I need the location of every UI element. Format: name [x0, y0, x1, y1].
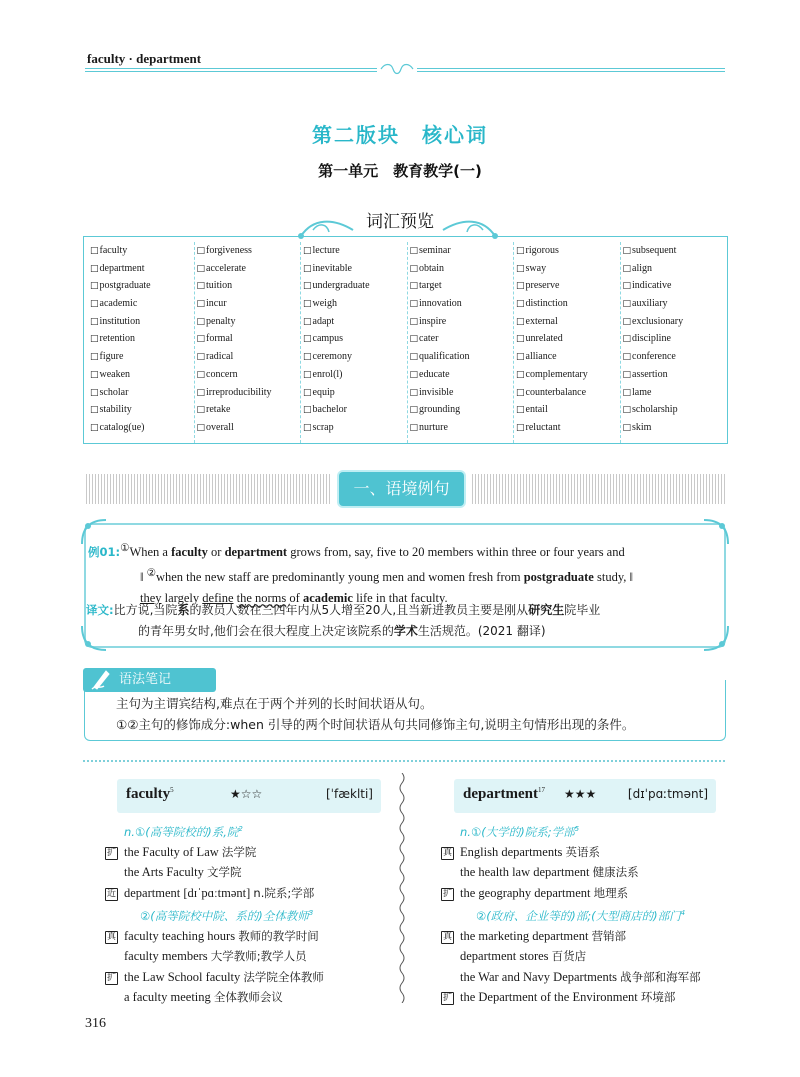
- vocab-word: □ external: [516, 313, 620, 331]
- keyword: department: [224, 545, 288, 560]
- vocab-column: [301, 242, 408, 443]
- phrase-en: the Department of the Environment: [460, 990, 641, 1005]
- translation: [86, 600, 716, 642]
- star-rating: ★☆☆: [230, 787, 263, 801]
- phrase-en: English departments: [460, 845, 566, 860]
- vocab-word: □ catalog(ue): [90, 419, 194, 437]
- vocab-word: □ lecture: [303, 242, 407, 260]
- vocab-word: □ innovation: [410, 295, 514, 313]
- vocab-word: □ retake: [197, 401, 301, 419]
- frequency: 2: [238, 825, 243, 833]
- frequency: 5: [574, 825, 580, 833]
- headword-text: faculty: [126, 786, 171, 802]
- example-line: [105, 946, 324, 966]
- grammar-notes: [116, 693, 634, 735]
- tag-badge: 近: [106, 888, 116, 899]
- example-line: [441, 946, 701, 966]
- vocab-word: □ enrol(l): [303, 366, 407, 384]
- phrase-zh: 全体教师会议: [213, 990, 283, 1005]
- headword-text: department: [463, 786, 538, 802]
- phrase-zh: 法学院全体教师: [243, 969, 324, 984]
- text: 比方说,当院: [113, 603, 178, 617]
- example-line: [105, 862, 324, 882]
- text: when the new staff are predominantly young men and women fresh from: [155, 570, 524, 585]
- vocab-word: □ faculty: [90, 242, 194, 260]
- vocab-word: □ cater: [410, 330, 514, 348]
- phrase-zh: 营销部: [591, 929, 627, 944]
- keyword: 学术: [393, 624, 418, 638]
- phrase-en: the Arts Faculty: [124, 865, 207, 880]
- headword: [463, 786, 545, 803]
- phrase-zh: 战争部和海军部: [620, 969, 701, 984]
- phrase-en: the marketing department: [460, 929, 592, 944]
- tag-badge: 扩: [106, 848, 116, 859]
- vocab-word: □ department: [90, 260, 194, 278]
- keyword: academic: [302, 591, 353, 606]
- vocab-word: □ exclusionary: [623, 313, 728, 331]
- vocab-word: □ preserve: [516, 277, 620, 295]
- vocab-word: □ radical: [197, 348, 301, 366]
- text: 的青年男女时,他们会在很大程度上决定该院系的: [138, 624, 394, 638]
- phrase-en: the War and Navy Departments: [460, 969, 621, 984]
- grammar-line: ①②主句的修饰成分:when 引导的两个时间状语从句共同修饰主句,说明主句情形出现的条件。: [116, 717, 635, 732]
- sense-text: n.①(高等院校的)系,院: [124, 824, 239, 839]
- example-line: [105, 987, 324, 1007]
- running-header: faculty · department: [87, 51, 202, 66]
- vocab-word: □ formal: [197, 330, 301, 348]
- vocab-word: □ distinction: [516, 295, 620, 313]
- vocab-word: □ concern: [197, 366, 301, 384]
- phrase-en: department [dɪˈpɑːtmənt]: [124, 885, 254, 900]
- vocab-word: □ seminar: [410, 242, 514, 260]
- vocab-word: □ stability: [90, 401, 194, 419]
- phrase-zh: 健康法系: [592, 865, 639, 880]
- phrase-zh: 英语系: [565, 845, 601, 860]
- phrase-en: department stores: [460, 949, 552, 964]
- vocab-word: □ qualification: [410, 348, 514, 366]
- vocab-word: □ incur: [197, 295, 301, 313]
- keyword: 系: [177, 603, 190, 617]
- keyword: postgraduate: [523, 570, 594, 585]
- example-line: [441, 883, 701, 903]
- text: largely: [161, 591, 203, 606]
- phrase-en: the geography department: [460, 885, 594, 900]
- vocab-word: □ overall: [197, 419, 301, 437]
- example-line: [105, 967, 324, 987]
- vocab-word: □ lame: [623, 384, 728, 402]
- marker: ①: [120, 543, 130, 554]
- text: 院毕业: [564, 603, 601, 617]
- vocab-column: [195, 242, 302, 443]
- verb-underline: define: [202, 591, 234, 606]
- vocab-word: □ figure: [90, 348, 194, 366]
- sense: [105, 819, 324, 842]
- phrase-zh: 地理系: [593, 885, 629, 900]
- phrase-zh: 文学院: [206, 865, 242, 880]
- text: of: [286, 591, 303, 606]
- vocab-word: □ institution: [90, 313, 194, 331]
- text: grows from, say, five to 20 members within three or four years and: [287, 545, 625, 560]
- sense: [441, 819, 701, 842]
- banner-stripe-left: [86, 474, 331, 504]
- vocab-word: □ academic: [90, 295, 194, 313]
- example-label: 例01:: [88, 545, 121, 560]
- vocab-word: □ alliance: [516, 348, 620, 366]
- phonetic: [ˈfæklti]: [326, 787, 373, 801]
- vocab-word: □ unrelated: [516, 330, 620, 348]
- example-line: [441, 987, 701, 1007]
- pen-icon: [90, 667, 112, 691]
- star-rating: ★★★: [564, 787, 597, 801]
- vocab-word: □ discipline: [623, 330, 728, 348]
- vocab-title: 词汇预览: [366, 212, 434, 232]
- vocab-word: □ inspire: [410, 313, 514, 331]
- translation-line: [86, 600, 716, 621]
- vocab-word: □ reluctant: [516, 419, 620, 437]
- subject-underline: they: [140, 591, 162, 606]
- vocab-word: □ campus: [303, 330, 407, 348]
- vocab-word: □ align: [623, 260, 728, 278]
- vocab-word: □ forgiveness: [197, 242, 301, 260]
- vocab-word: □ skim: [623, 419, 728, 437]
- vocab-word: □ penalty: [197, 313, 301, 331]
- phrase-zh: 大学教师;教学人员: [210, 949, 307, 964]
- vocab-word: □ scholar: [90, 384, 194, 402]
- example-line: [441, 926, 701, 946]
- frequency: 3: [308, 909, 314, 918]
- vocab-column: [408, 242, 515, 443]
- vocab-word: □ equip: [303, 384, 407, 402]
- phrase-en: faculty teaching hours: [124, 929, 239, 944]
- word-header-department: [454, 779, 716, 813]
- vocab-word: □ grounding: [410, 401, 514, 419]
- vocab-column: [621, 242, 728, 443]
- phrase-zh: 教师的教学时间: [238, 929, 319, 944]
- vocab-word: □ bachelor: [303, 401, 407, 419]
- unit-title: 第一单元 教育教学(一): [318, 162, 482, 180]
- header-ornament-icon: [377, 62, 417, 76]
- vocab-word: □ scholarship: [623, 401, 728, 419]
- vocab-word: □ subsequent: [623, 242, 728, 260]
- vocab-word: □ rigorous: [516, 242, 620, 260]
- example-line: [105, 842, 324, 862]
- text: study, ‖: [593, 570, 634, 585]
- marker: ②: [146, 568, 156, 580]
- dotted-divider: [83, 760, 725, 762]
- page-number: 316: [85, 1016, 106, 1031]
- vocab-word: □ complementary: [516, 366, 620, 384]
- vocab-word: □ weigh: [303, 295, 407, 313]
- vocab-word: □ weaken: [90, 366, 194, 384]
- sense: [105, 903, 324, 926]
- grammar-tab: 语法笔记: [83, 668, 216, 692]
- grammar-line: 主句为主谓宾结构,难点在于两个并列的长时间状语从句。: [116, 696, 433, 711]
- vocab-column: [514, 242, 621, 443]
- keyword: 研究生: [528, 603, 565, 617]
- vocab-word: □ assertion: [623, 366, 728, 384]
- phrase-en: the health law department: [460, 865, 593, 880]
- keyword: faculty: [171, 545, 208, 560]
- frequency: 5: [170, 786, 174, 794]
- vocab-word: □ undergraduate: [303, 277, 407, 295]
- example-line: [441, 862, 701, 882]
- entry-faculty: [105, 819, 324, 1007]
- text: When a: [129, 545, 172, 560]
- object-underline: the norms: [236, 591, 287, 606]
- word-header-faculty: [117, 779, 381, 813]
- vocab-word: □ scrap: [303, 419, 407, 437]
- translation-label: 译文:: [86, 603, 114, 617]
- tag-badge: 扩: [442, 888, 452, 899]
- phrase-en: faculty members: [124, 949, 211, 964]
- vocab-word: □ entail: [516, 401, 620, 419]
- example-line: [88, 563, 708, 588]
- vocab-column: [88, 242, 195, 443]
- vocab-word: □ educate: [410, 366, 514, 384]
- vocab-table: [83, 236, 728, 444]
- phrase-en: the Law School faculty: [124, 969, 244, 984]
- vocab-word: □ indicative: [623, 277, 728, 295]
- example-line: [105, 883, 324, 903]
- sense: [441, 903, 701, 926]
- section-banner: 一、语境例句: [339, 472, 464, 506]
- vocab-word: □ nurture: [410, 419, 514, 437]
- sense-text: ②(高等院校中院、系的)全体教师: [140, 908, 309, 923]
- text: life in that faculty.: [352, 591, 448, 606]
- headword: [126, 786, 174, 803]
- phrase-zh: 百货店: [551, 949, 587, 964]
- phrase-zh: 环境部: [640, 990, 676, 1005]
- vocab-word: □ accelerate: [197, 260, 301, 278]
- sense-text: ②(政府、企业等的)部;(大型商店的)部门: [476, 908, 681, 923]
- text: 的教员人数在三四年内从5人增至20人,且当新进教员主要是刚从: [189, 603, 529, 617]
- vocab-word: □ conference: [623, 348, 728, 366]
- frequency: 4: [680, 909, 686, 918]
- vocab-word: □ counterbalance: [516, 384, 620, 402]
- example-line: [88, 538, 708, 563]
- example-sentence: [88, 538, 708, 609]
- translation-line: [86, 621, 716, 642]
- phrase-en: the Faculty of Law: [124, 845, 222, 860]
- vocab-word: □ postgraduate: [90, 277, 194, 295]
- vocab-word: □ tuition: [197, 277, 301, 295]
- sense-text: n.①(大学的)院系;学部: [460, 824, 575, 839]
- vocab-word: □ auxiliary: [623, 295, 728, 313]
- section-title: 第二版块 核心词: [312, 123, 488, 147]
- tag-badge: 扩: [442, 993, 452, 1004]
- vocab-word: □ adapt: [303, 313, 407, 331]
- vocab-word: □ obtain: [410, 260, 514, 278]
- tag-badge: 真: [106, 932, 116, 943]
- phrase-zh: 法学院: [221, 845, 257, 860]
- vocab-word: □ inevitable: [303, 260, 407, 278]
- tag-badge: 真: [442, 932, 452, 943]
- text: or: [207, 545, 225, 560]
- example-line: [441, 967, 701, 987]
- example-line: [441, 842, 701, 862]
- example-line: [105, 926, 324, 946]
- tag-badge: 扩: [106, 972, 116, 983]
- frequency: 17: [538, 786, 545, 794]
- vocab-word: □ sway: [516, 260, 620, 278]
- phrase-en: a faculty meeting: [124, 990, 214, 1005]
- separator: ‖: [140, 570, 144, 585]
- text: 生活规范。(2021 翻译): [417, 624, 546, 638]
- phonetic: [dɪˈpɑːtmənt]: [627, 787, 708, 801]
- phrase-zh: n.院系;学部: [253, 885, 315, 900]
- vocab-word: □ ceremony: [303, 348, 407, 366]
- tag-badge: 真: [442, 848, 452, 859]
- vocab-word: □ retention: [90, 330, 194, 348]
- column-separator: [398, 773, 406, 1003]
- banner-stripe-right: [472, 474, 725, 504]
- vocab-word: □ target: [410, 277, 514, 295]
- vocab-word: □ invisible: [410, 384, 514, 402]
- vocab-word: □ irreproducibility: [197, 384, 301, 402]
- entry-department: [441, 819, 701, 1007]
